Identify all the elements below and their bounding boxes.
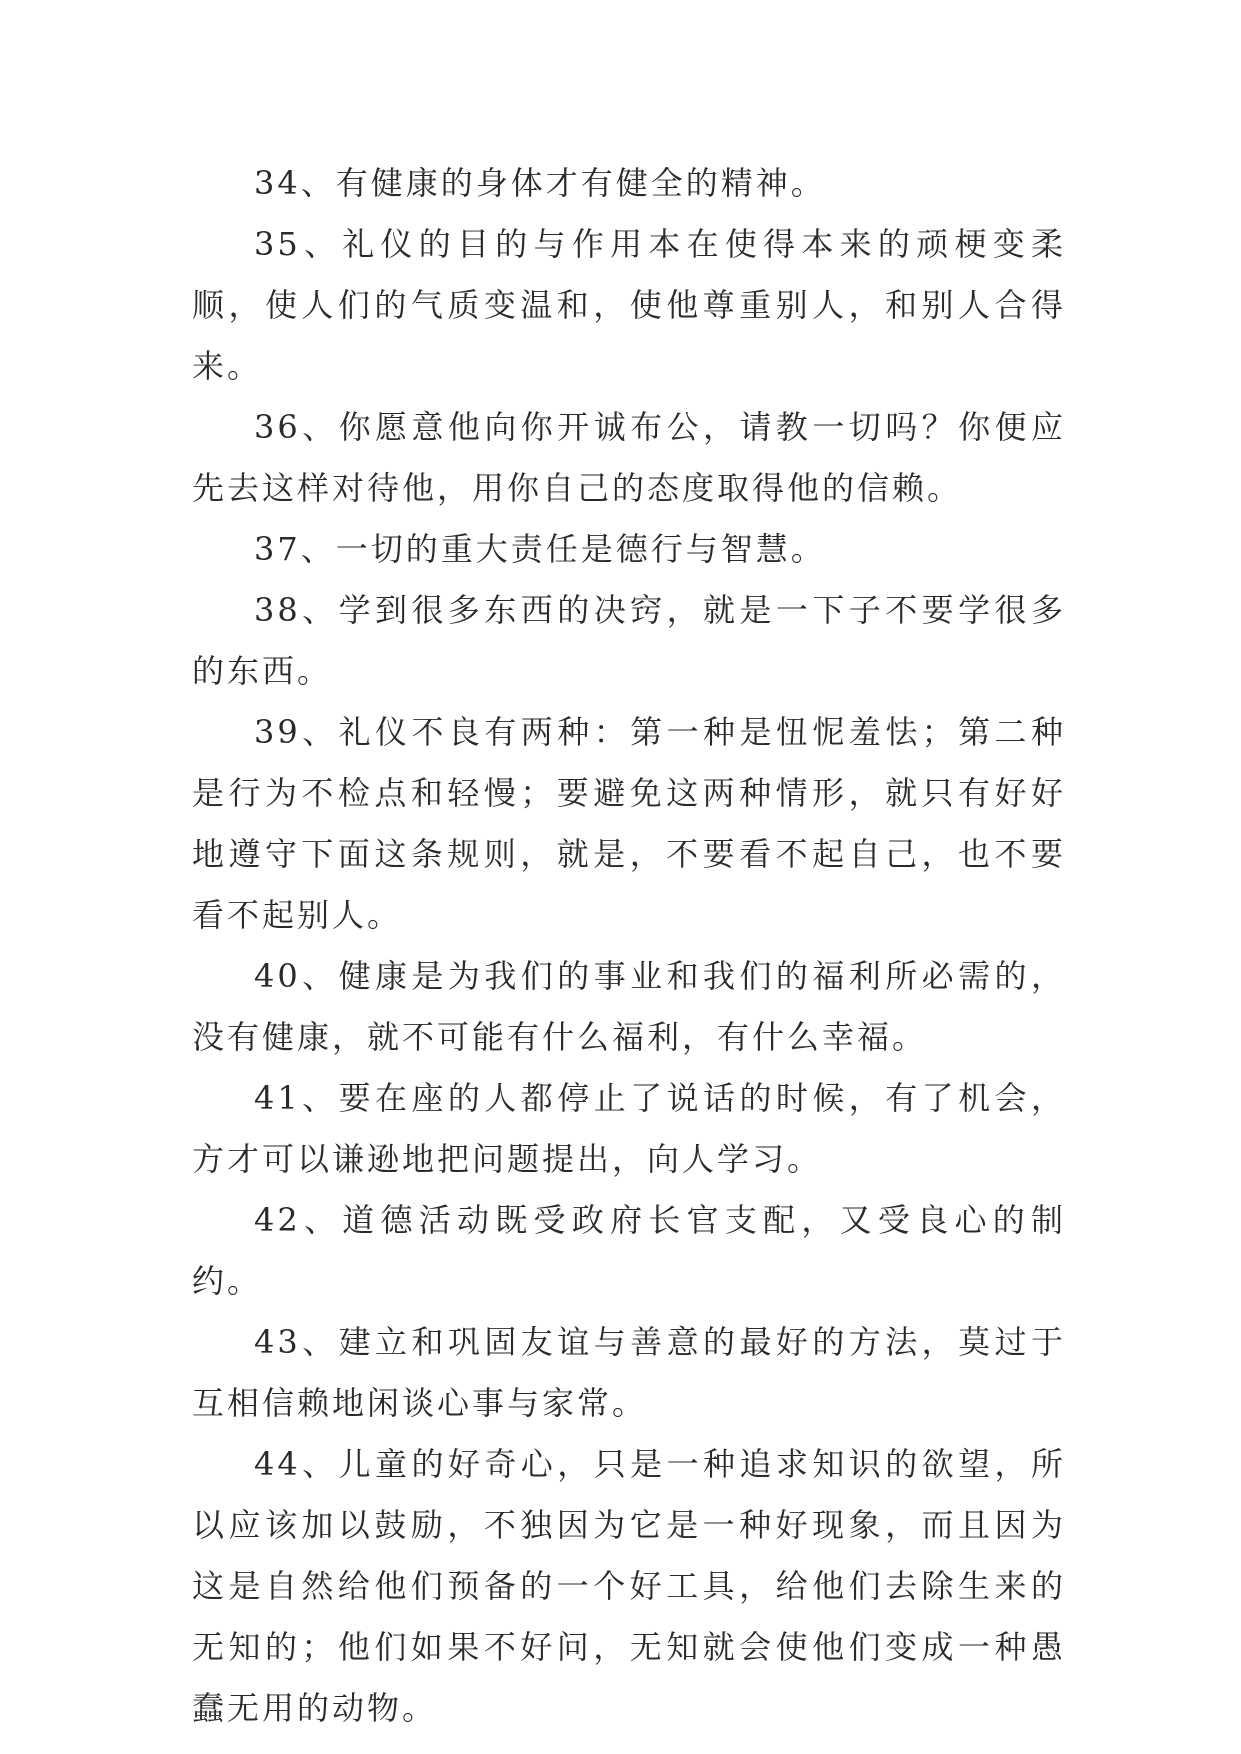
paragraph-38: 38、学到很多东西的决窍，就是一下子不要学很多的东西。 [192,591,1066,690]
paragraph-41: 41、要在座的人都停止了说话的时候，有了机会，方才可以谦逊地把问题提出，向人学习。 [192,1079,1066,1178]
document-body [192,153,1066,1739]
paragraph-44: 44、儿童的好奇心，只是一种追求知识的欲望，所以应该加以鼓励，不独因为它是一种好现象，而且因为这是自然给他们预备的一个好工具，给他们去除生来的无知的；他们如果不好问，无知就会使他们变成一种愚蠢无用的动物。 [192,1445,1066,1727]
paragraph-35: 35、礼仪的目的与作用本在使得本来的顽梗变柔顺，使人们的气质变温和，使他尊重别人，和别人合得来。 [192,225,1066,385]
paragraph-39: 39、礼仪不良有两种：第一种是忸怩羞怯；第二种是行为不检点和轻慢；要避免这两种情形，就只有好好地遵守下面这条规则，就是，不要看不起自己，也不要看不起别人。 [192,713,1066,934]
paragraph-34: 34、有健康的身体才有健全的精神。 [254,164,826,202]
paragraph-43: 43、建立和巩固友谊与善意的最好的方法，莫过于互相信赖地闲谈心事与家常。 [192,1323,1066,1422]
paragraph-37: 37、一切的重大责任是德行与智慧。 [254,530,826,568]
paragraph-40: 40、健康是为我们的事业和我们的福利所必需的，没有健康，就不可能有什么福利，有什么幸福。 [192,957,1066,1056]
paragraph-36: 36、你愿意他向你开诚布公，请教一切吗？你便应先去这样对待他，用你自己的态度取得他的信赖。 [192,408,1066,507]
paragraph-42: 42、道德活动既受政府长官支配，又受良心的制约。 [192,1201,1066,1300]
